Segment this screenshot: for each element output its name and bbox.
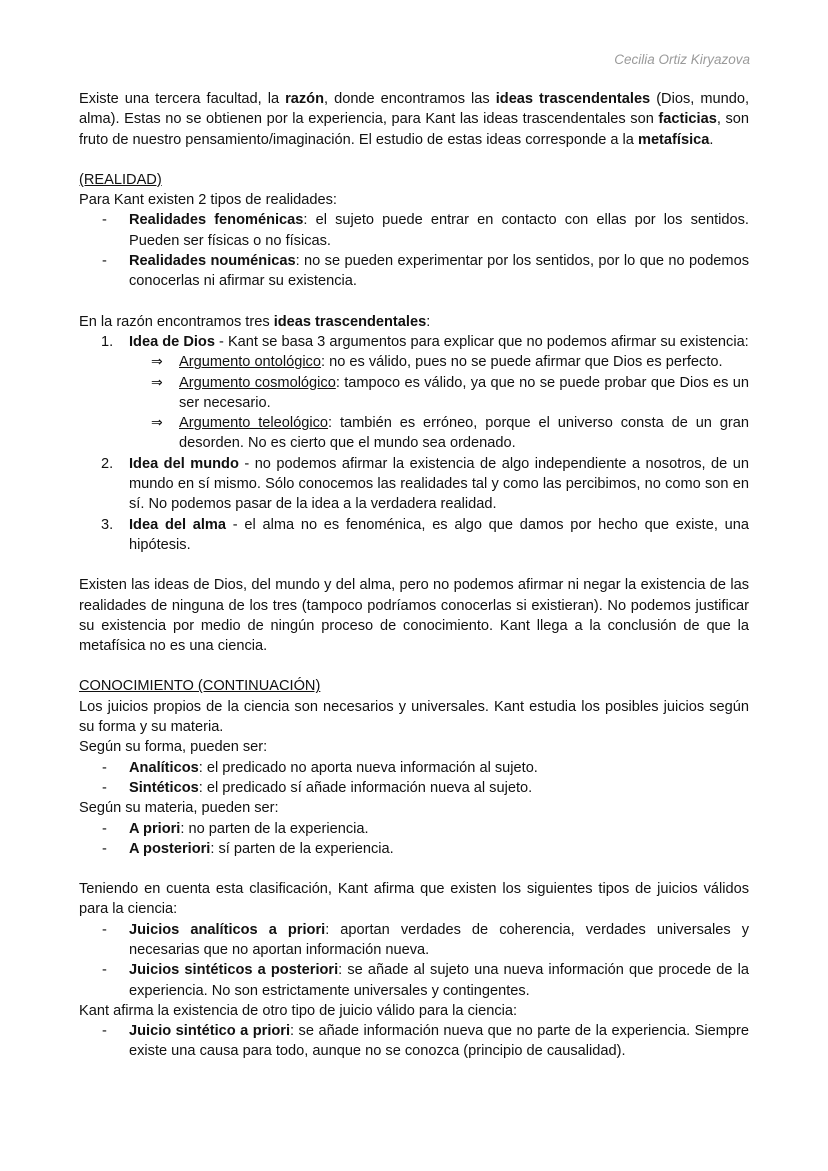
intro-bold: facticias	[658, 111, 717, 128]
numbered-item-mundo	[79, 454, 749, 515]
numbered-item-dios	[79, 332, 749, 352]
otro-lead: Kant afirma la existencia de otro tipo de juicio válido para la ciencia:	[79, 1002, 518, 1019]
argument-item	[79, 413, 749, 454]
item-text: : aportan verdades de coherencia, verdades universales y necesarias que no aportan información nueva.	[129, 921, 749, 958]
item-text: : el predicado no aporta nueva información al sujeto.	[198, 759, 538, 776]
list-item	[79, 960, 749, 1001]
item-text: : se añade al sujeto una nueva información que procede de la experiencia. No son estrictamente universales y contingentes.	[129, 962, 749, 999]
intro-text: , son fruto de nuestro pensamiento/imaginación. El estudio de estas ideas corresponde a la	[79, 111, 750, 148]
arrow-icon: ⇒	[151, 415, 163, 432]
section-heading-conocimiento: CONOCIMIENTO (CONTINUACIÓN)	[79, 678, 321, 695]
dash-marker: -	[102, 921, 107, 938]
ideas-lead-text: En la razón encontramos tres	[79, 313, 274, 330]
ideas-lead-bold: ideas trascendentales	[273, 313, 427, 330]
dash-marker: -	[102, 759, 107, 776]
intro-bold: razón	[285, 91, 325, 107]
intro-bold: ideas trascendentales	[495, 91, 651, 107]
item-text: - Kant se basa 3 argumentos para explicar que no podemos afirmar su existencia:	[214, 333, 749, 350]
dash-marker: -	[102, 840, 107, 857]
list-item	[79, 251, 749, 292]
argument-item	[79, 373, 749, 414]
dash-marker: -	[102, 1023, 107, 1040]
item-text: : el predicado sí añade información nueva al sujeto.	[198, 779, 533, 796]
ideas-lead-end: :	[426, 313, 431, 330]
item-term: Juicios analíticos a priori	[129, 921, 326, 938]
item-text: - el alma no es fenoménica, es algo que damos por hecho que existe, una hipótesis.	[129, 516, 749, 553]
realidad-lead: Para Kant existen 2 tipos de realidades:	[79, 192, 337, 209]
item-term: Sintéticos	[129, 779, 199, 796]
number-marker: 1.	[101, 333, 114, 350]
item-term: Realidades fenoménicas	[129, 212, 304, 229]
number-marker: 2.	[101, 455, 114, 472]
dash-marker: -	[102, 212, 107, 229]
item-term: Idea de Dios	[129, 333, 215, 350]
intro-text: , donde encontramos las	[324, 91, 496, 107]
list-item	[79, 819, 749, 839]
item-text: : el sujeto puede entrar en contacto con ellas por los sentidos. Pueden ser físicas o no físicas.	[129, 212, 749, 249]
dash-marker: -	[102, 253, 107, 270]
item-text: - no podemos afirmar la existencia de algo independiente a nosotros, de un mundo en sí mismo. Sólo conocemos las realidades tal y como las percibimos, no como son en sí. No podemos pasar de la idea a la verdadera realidad.	[129, 455, 749, 513]
argument-term: Argumento cosmológico	[179, 374, 336, 391]
argument-text: : no es válido, pues no se puede afirmar que Dios es perfecto.	[320, 354, 723, 371]
item-text: : no se pueden experimentar por los sentidos, por lo que no podemos conocerlas ni afirmar su existencia.	[129, 253, 749, 290]
intro-paragraph	[79, 89, 749, 150]
argument-item	[79, 352, 749, 372]
intro-text: .	[709, 131, 714, 148]
argument-text: : también es erróneo, porque el universo consta de un gran desorden. No es cierto que el mundo sea ordenado.	[179, 415, 749, 452]
numbered-item-alma	[79, 515, 749, 556]
conclusion-paragraph: Existen las ideas de Dios, del mundo y del alma, pero no podemos afirmar ni negar la existencia de las realidades de ninguna de los tres (tampoco podríamos conocerlas si existieran). No podemos justificar su existencia por medio de ningún proceso de conocimiento. Kant llega a la conclusión de que la metafísica no es una ciencia.	[79, 577, 749, 655]
argument-term: Argumento teleológico	[179, 415, 329, 432]
item-text: : no parten de la experiencia.	[180, 820, 369, 837]
list-item	[79, 1021, 749, 1062]
item-text: : sí parten de la experiencia.	[210, 840, 394, 857]
forma-lead: Según su forma, pueden ser:	[79, 739, 268, 756]
document-body	[79, 89, 749, 1062]
list-item	[79, 920, 749, 961]
intro-bold: metafísica	[637, 131, 710, 148]
item-text: : se añade información nueva que no parte de la experiencia. Siempre existe una causa para todo, aunque no se conozca (principio de causalidad).	[129, 1023, 749, 1060]
dash-marker: -	[102, 820, 107, 837]
item-term: Analíticos	[129, 759, 199, 776]
dash-marker: -	[102, 962, 107, 979]
intro-text: Existe una tercera facultad, la	[79, 91, 286, 107]
argument-term: Argumento ontológico	[179, 354, 321, 371]
item-term: Realidades nouménicas	[129, 253, 296, 270]
ideas-lead	[79, 312, 749, 332]
intro-text: (Dios, mundo, alma). Estas no se obtienen por la experiencia, para Kant las ideas trascendentales son	[79, 91, 749, 128]
tipos-lead: Teniendo en cuenta esta clasificación, Kant afirma que existen los siguientes tipos de juicios válidos para la ciencia:	[79, 881, 749, 918]
list-item	[79, 210, 749, 251]
item-term: Juicios sintéticos a posteriori	[129, 962, 339, 979]
item-term: A posteriori	[129, 840, 211, 857]
item-term: Idea del mundo	[129, 455, 239, 472]
number-marker: 3.	[101, 516, 114, 533]
dash-marker: -	[102, 779, 107, 796]
item-term: Idea del alma	[129, 516, 227, 533]
list-item	[79, 778, 749, 798]
list-item	[79, 758, 749, 778]
conocimiento-paragraph: Los juicios propios de la ciencia son necesarios y universales. Kant estudia los posibles juicios según su forma y su materia.	[79, 698, 749, 736]
item-term: A priori	[129, 820, 181, 837]
item-term: Juicio sintético a priori	[129, 1023, 291, 1040]
arrow-icon: ⇒	[151, 374, 163, 391]
argument-text: : tampoco es válido, ya que no se puede probar que Dios es un ser necesario.	[179, 374, 749, 411]
section-heading-realidad: (REALIDAD)	[79, 171, 162, 188]
list-item	[79, 839, 749, 859]
arrow-icon: ⇒	[151, 354, 163, 371]
materia-lead: Según su materia, pueden ser:	[79, 800, 279, 817]
author-name: Cecilia Ortiz Kiryazova	[614, 52, 750, 67]
